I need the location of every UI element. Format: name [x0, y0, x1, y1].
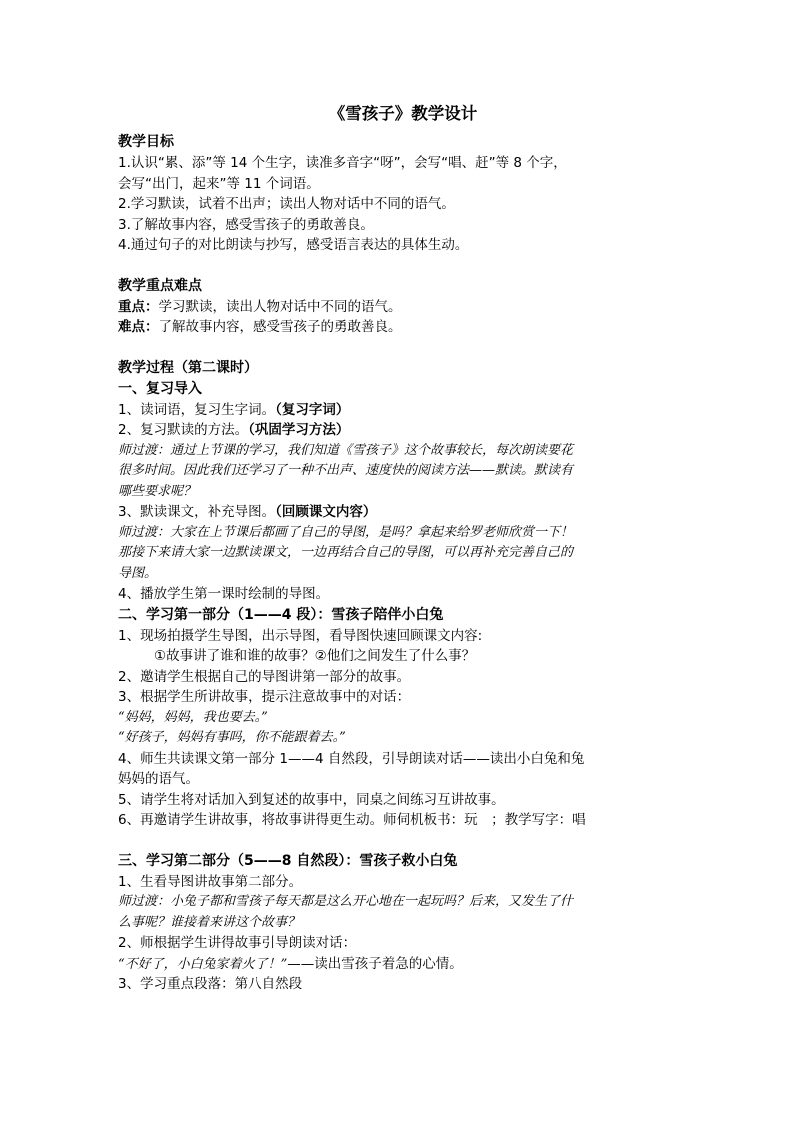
- keypoints-heading: 教学重点难点: [118, 277, 202, 294]
- difficult-point: [118, 317, 688, 338]
- teacher-transition: 那接下来请大家一边默读课文，一边再结合自己的导图，可以再补充完善自己的: [118, 545, 574, 560]
- step-line: [118, 400, 688, 421]
- step-text: 1、读词语，复习生字词。: [118, 401, 276, 418]
- part1-heading: 一、复习导入: [118, 380, 202, 397]
- teacher-transition: 哪些要求呢？: [118, 483, 197, 499]
- document-title: 《雪孩子》教学设计: [328, 104, 478, 123]
- step-line: 3、学习重点段落：第八自然段: [118, 976, 303, 992]
- difficult-text: 了解故事内容，感受雪孩子的勇敢善良。: [158, 319, 402, 335]
- goal-line: 3.了解故事内容，感受雪孩子的勇敢善良。: [118, 216, 374, 233]
- part2-heading: 二、学习第一部分（1——4 段）：雪孩子陪伴小白兔: [118, 606, 444, 623]
- document-page: [118, 100, 688, 995]
- part3-heading: 三、学习第二部分（5——8 自然段）：雪孩子救小白兔: [118, 852, 458, 869]
- teacher-transition: 师过渡：小兔子都和雪孩子每天都是这么开心地在一起玩吗？后来，又发生了什: [118, 894, 574, 909]
- step-line: 4、师生共读课文第一部分 1——4 自然段，引导朗读对话——读出小白兔和兔: [118, 750, 585, 767]
- step-line: 4、播放学生第一课时绘制的导图。: [118, 586, 330, 602]
- dialogue-line: [118, 954, 688, 975]
- step-line: 2、师根据学生讲得故事引导朗读对话：: [118, 935, 357, 951]
- step-line: 6、再邀请学生讲故事，将故事讲得更生动。师伺机板书：玩 ；教学写字：唱: [118, 812, 586, 828]
- step-text: 2、复习默读的方法。: [118, 422, 249, 438]
- teacher-transition: 师过渡：大家在上节课后都画了自己的导图，是吗？拿起来给罗老师欣赏一下！: [118, 524, 574, 540]
- teacher-transition: 么事呢？谁接着来讲这个故事？: [118, 914, 301, 930]
- process-heading: 教学过程（第二课时）: [118, 359, 258, 376]
- dialogue-quote: “好孩子，妈妈有事吗，你不能跟着去。”: [118, 730, 346, 745]
- step-line: 2、邀请学生根据自己的导图讲第一部分的故事。: [118, 668, 411, 685]
- step-line: [118, 502, 688, 523]
- teacher-transition: 很多时间。因此我们还学习了一种不出声、速度快的阅读方法——默读。默读有: [118, 463, 574, 478]
- dialogue-note: ——读出雪孩子着急的心情。: [287, 955, 463, 972]
- step-line: 3、根据学生所讲故事，提示注意故事中的对话：: [118, 689, 411, 705]
- dialogue-quote: “妈妈，妈妈，我也要去。”: [118, 709, 268, 725]
- step-line: 1、生看导图讲故事第二部分。: [118, 873, 303, 890]
- teacher-transition: 师过渡：通过上节课的学习，我们知道《雪孩子》这个故事较长，每次朗读要花: [118, 442, 574, 458]
- step-line: 妈妈的语气。: [118, 771, 199, 787]
- goal-line: 2.学习默读，试着不出声；读出人物对话中不同的语气。: [118, 196, 455, 212]
- goal-line: 1.认识“累、添”等 14 个生字，读准多音字“呀”，会写“唱、赶”等 8 个字，: [118, 155, 567, 171]
- key-label: 重点：: [118, 298, 159, 315]
- step-line: 1、现场拍摄学生导图，出示导图，看导图快速回顾课文内容:: [118, 627, 483, 644]
- step-note: （回顾课文内容）: [275, 504, 377, 520]
- step-line: [118, 420, 688, 441]
- key-point: [118, 297, 688, 318]
- step-subline: ①故事讲了谁和谁的故事？②他们之间发生了什么事？: [154, 648, 476, 664]
- goals-heading: 教学目标: [118, 134, 174, 150]
- step-text: 3、默读课文，补充导图。: [118, 504, 276, 520]
- step-note: （复习字词）: [275, 401, 350, 418]
- step-note: （巩固学习方法）: [248, 422, 350, 438]
- step-line: 5、请学生将对话加入到复述的故事中，同桌之间练习互讲故事。: [118, 791, 505, 808]
- teacher-transition: 导图。: [118, 565, 158, 581]
- dialogue-quote: “不好了，小白兔家着火了！”: [118, 956, 288, 972]
- goal-line: 会写“出门，起来”等 11 个词语。: [118, 175, 320, 192]
- difficult-label: 难点：: [118, 319, 159, 335]
- key-text: 学习默读，读出人物对话中不同的语气。: [158, 298, 402, 315]
- goal-line: 4.通过句子的对比朗读与抄写，感受语言表达的具体生动。: [118, 237, 469, 253]
